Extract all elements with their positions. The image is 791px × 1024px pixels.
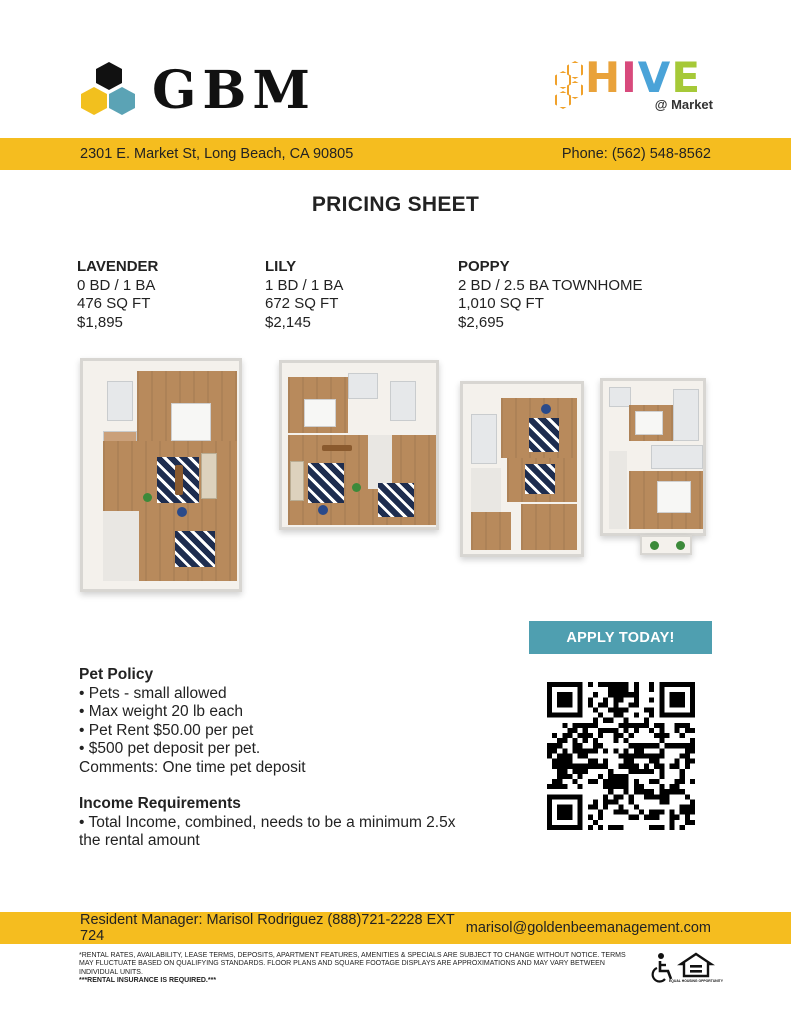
floor-plan-poppy-level-1 xyxy=(460,381,584,557)
floor-plan-lily xyxy=(279,360,439,530)
address-text: 2301 E. Market St, Long Beach, CA 90805 xyxy=(80,146,354,162)
unit-layout: 0 BD / 1 BA xyxy=(77,276,156,294)
pet-policy-line: • Pet Rent $50.00 per pet xyxy=(79,721,254,739)
unit-price: $2,695 xyxy=(458,313,504,331)
income-line: the rental amount xyxy=(79,832,200,849)
email-link[interactable]: marisol@goldenbeemanagement.com xyxy=(465,920,711,936)
svg-text:EQUAL HOUSING OPPORTUNITY: EQUAL HOUSING OPPORTUNITY xyxy=(668,979,724,983)
unit-size: 476 SQ FT xyxy=(77,295,151,312)
pet-policy-section xyxy=(79,666,306,777)
unit-lily xyxy=(265,258,343,332)
pet-policy-line: • Pets - small allowed xyxy=(79,684,227,702)
insurance-note: ***RENTAL INSURANCE IS REQUIRED.*** xyxy=(79,976,217,984)
equal-housing-opportunity-icon xyxy=(668,952,724,986)
unit-price: $1,895 xyxy=(77,313,123,331)
pet-policy-heading: Pet Policy xyxy=(79,666,154,683)
income-heading: Income Requirements xyxy=(79,795,241,812)
unit-price: $2,145 xyxy=(265,313,311,331)
unit-lavender xyxy=(77,258,158,332)
unit-name: POPPY xyxy=(458,258,510,275)
disclaimer xyxy=(79,952,639,985)
apply-today-button[interactable]: APPLY TODAY! xyxy=(529,621,712,654)
disclaimer-text: *RENTAL RATES, AVAILABILITY, LEASE TERMS, DEPOSITS, APARTMENT FEATURES, AMENITIES & SPECIALS ARE SUBJECT TO CHANGE WITHOUT NOTICE. TERMS MAY FLUCTUATE BASED ON QUALIFYING STANDARDS. FLOOR PLANS AND SQUARE FOOTAGE DISPLAYS ARE APPROXIMATIONS AND MAY VARY BETWEEN INDIVIDUAL UNITS. xyxy=(79,952,626,976)
hive-logo xyxy=(555,53,715,117)
unit-name: LILY xyxy=(265,258,297,275)
gbm-hex-icon xyxy=(80,60,138,120)
qr-code[interactable] xyxy=(547,682,695,830)
unit-size: 1,010 SQ FT xyxy=(458,295,544,312)
income-line: • Total Income, combined, needs to be a minimum 2.5x xyxy=(79,813,456,831)
manager-band xyxy=(0,912,791,944)
manager-text: Resident Manager: Marisol Rodriguez (888)721-2228 EXT 724 xyxy=(80,912,455,944)
unit-poppy xyxy=(458,258,643,332)
unit-size: 672 SQ FT xyxy=(265,295,339,312)
income-requirements-section xyxy=(79,795,455,851)
unit-layout: 2 BD / 2.5 BA TOWNHOME xyxy=(458,276,643,294)
pet-policy-line: • Max weight 20 lb each xyxy=(79,703,243,720)
floor-plan-lavender xyxy=(80,358,242,592)
hive-subtitle: @ Market xyxy=(654,97,713,112)
unit-layout: 1 BD / 1 BA xyxy=(265,276,344,294)
gbm-wordmark: GBM xyxy=(152,59,316,121)
floor-plan-poppy-balcony xyxy=(640,535,692,555)
unit-name: LAVENDER xyxy=(77,258,159,275)
page-title: PRICING SHEET xyxy=(311,193,480,216)
phone-text[interactable]: Phone: (562) 548-8562 xyxy=(561,146,711,162)
gbm-logo xyxy=(80,60,316,120)
contact-band xyxy=(0,138,791,170)
pet-policy-line: • $500 pet deposit per pet. xyxy=(79,740,261,757)
floor-plan-poppy-level-2 xyxy=(600,378,706,536)
pet-policy-line: Comments: One time pet deposit xyxy=(79,758,306,776)
hive-wordmark: HIVE xyxy=(585,53,702,102)
